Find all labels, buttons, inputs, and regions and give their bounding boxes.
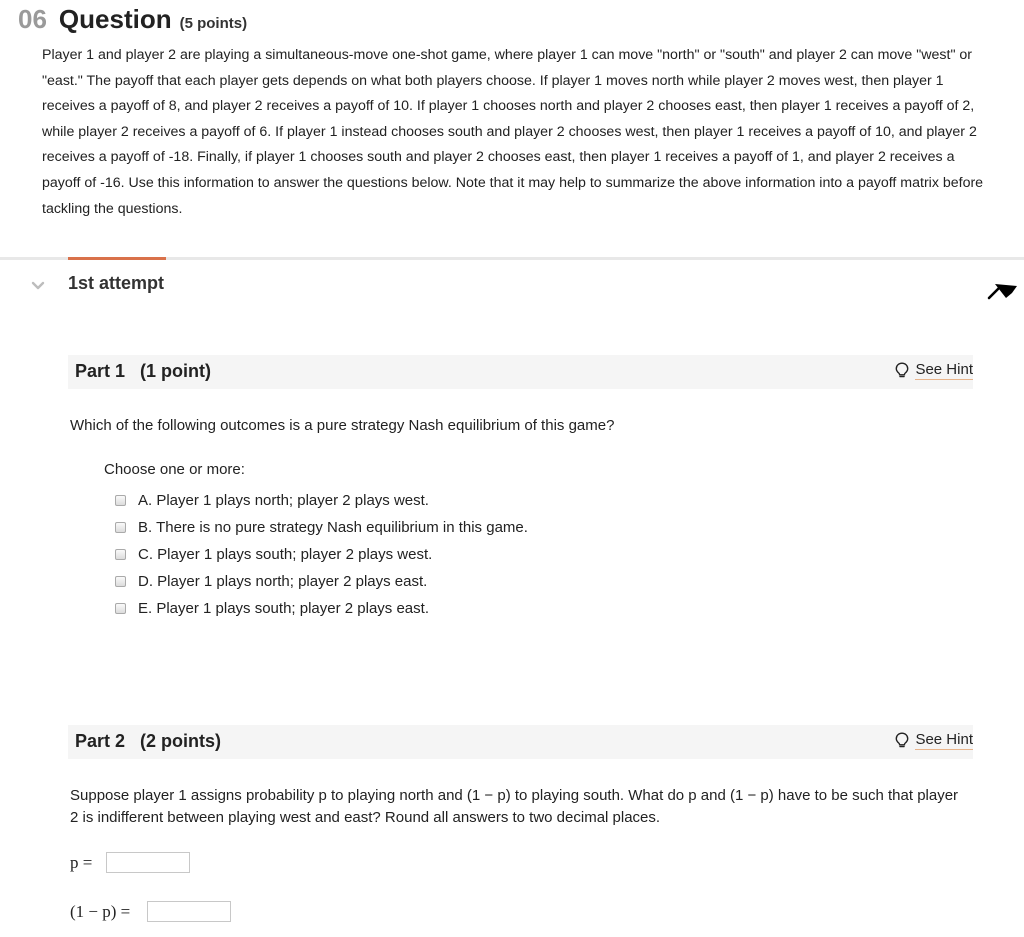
question-title: Question xyxy=(58,4,172,34)
lightbulb-icon xyxy=(895,362,909,379)
lightbulb-icon xyxy=(895,732,909,749)
option-e[interactable] xyxy=(115,595,528,622)
option-a-label[interactable]: A. Player 1 plays north; player 2 plays west. xyxy=(138,492,429,509)
part2-header xyxy=(68,725,973,759)
option-b-label[interactable]: B. There is no pure strategy Nash equilibrium in this game. xyxy=(138,519,528,536)
question-header xyxy=(18,4,247,35)
p-label: p = xyxy=(70,853,93,872)
one-minus-p-label: (1 − p) = xyxy=(70,902,131,921)
part2-see-hint-button[interactable] xyxy=(895,731,973,750)
option-e-checkbox[interactable] xyxy=(115,603,126,614)
part1-see-hint-button[interactable] xyxy=(895,361,973,380)
part1-header xyxy=(68,355,973,389)
option-c-label[interactable]: C. Player 1 plays south; player 2 plays west. xyxy=(138,546,433,563)
option-b[interactable] xyxy=(115,514,528,541)
part1-see-hint-label[interactable]: See Hint xyxy=(915,361,973,378)
mouse-cursor-icon xyxy=(986,276,1020,302)
chevron-down-icon[interactable] xyxy=(31,281,45,291)
part2-title: Part 2 (2 points) xyxy=(75,731,222,751)
attempt-divider-accent xyxy=(68,257,166,260)
option-d-label[interactable]: D. Player 1 plays north; player 2 plays east. xyxy=(138,573,428,590)
part1-question: Which of the following outcomes is a pure strategy Nash equilibrium of this game? xyxy=(70,417,615,434)
option-d-checkbox[interactable] xyxy=(115,576,126,587)
part1-title: Part 1 (1 point) xyxy=(75,361,212,381)
part2-question-line1: Suppose player 1 assigns probability p to playing north and (1 − p) to playing south. What do p and (1 − p) have to be such that player xyxy=(70,787,959,804)
option-b-checkbox[interactable] xyxy=(115,522,126,533)
part2-question xyxy=(70,785,975,829)
part2-question-line2: 2 is indifferent between playing west and east? Round all answers to two decimal places. xyxy=(70,809,661,826)
one-minus-p-input[interactable] xyxy=(147,901,231,922)
question-points: (5 points) xyxy=(179,15,248,32)
option-c-checkbox[interactable] xyxy=(115,549,126,560)
option-a-checkbox[interactable] xyxy=(115,495,126,506)
attempt-label[interactable]: 1st attempt xyxy=(68,273,165,293)
answer-options xyxy=(115,487,528,622)
part2-see-hint-label[interactable]: See Hint xyxy=(915,731,973,748)
option-e-label[interactable]: E. Player 1 plays south; player 2 plays east. xyxy=(138,600,429,617)
choose-label: Choose one or more: xyxy=(104,461,245,478)
option-c[interactable] xyxy=(115,541,528,568)
question-stem: Player 1 and player 2 are playing a simultaneous-move one-shot game, where player 1 can move "north" or "south" and player 2 can move "west" or "east." The payoff that each player gets depends on what both players choose. If player 1 moves north while player 2 moves west, then player 1 receives a payoff of 8, and player 2 receives a payoff of 10. If player 1 chooses north and player 2 chooses east, then player 1 receives a payoff of 2, while player 2 receives a payoff of 6. If player 1 instead chooses south and player 2 chooses west, then player 1 receives a payoff of 10, and player 2 receives a payoff of -18. Finally, if player 1 chooses south and player 2 chooses east, then player 1 receives a payoff of 1, and player 2 receives a payoff of -16. Use this information to answer the questions below. Note that it may help to summarize the above information into a payoff matrix before tackling the questions. xyxy=(42,47,984,217)
question-number: 06 xyxy=(18,4,47,34)
option-d[interactable] xyxy=(115,568,528,595)
p-input[interactable] xyxy=(106,852,190,873)
option-a[interactable] xyxy=(115,487,528,514)
